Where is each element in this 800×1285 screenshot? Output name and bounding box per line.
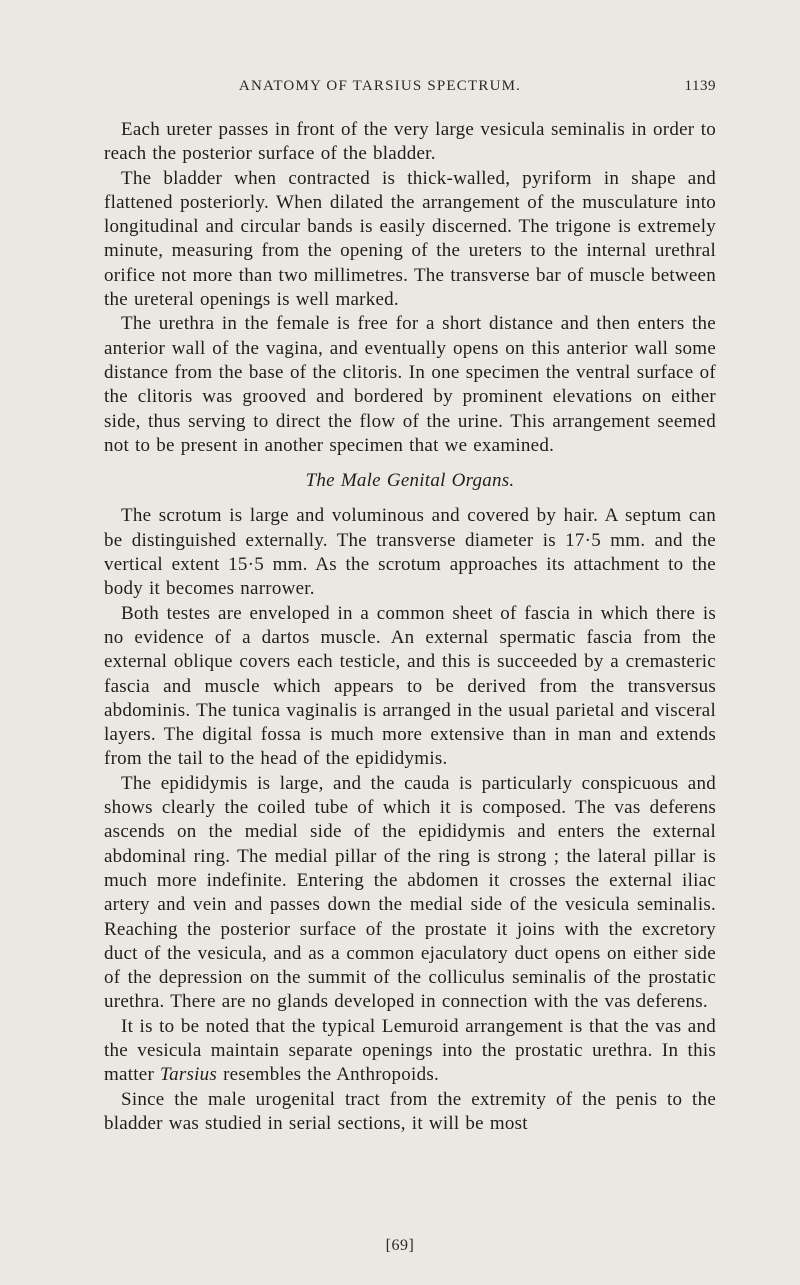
page-number: 1139 <box>684 78 716 94</box>
paragraph: The scrotum is large and voluminous and covered by hair. A septum can be distinguished externally. The transverse diameter is 17·5 mm. and the vertical extent 15·5 mm. As the scrotum approaches its attachment to the body it becomes narrower. <box>104 505 716 600</box>
paragraph: The urethra in the female is free for a short distance and then enters the anterior wall of the vagina, and eventually opens on this anterior wall some distance from the base of the clitoris. In one specimen the ventral surface of the clitoris was grooved and bordered by prominent elevations on either side, thus serving to direct the flow of the urine. This arrangement seemed not to be present in another specimen that we examined. <box>104 313 716 456</box>
running-head <box>104 78 716 100</box>
page-body <box>104 118 716 1136</box>
paragraph: It is to be noted that the typical Lemuroid arrangement is that the vas and the vesicula maintain separate openings into the prostatic urethra. In this matter Tarsius resembles the Anthropoids. <box>104 1015 716 1086</box>
paragraph: Each ureter passes in front of the very large vesicula seminalis in order to reach the posterior surface of the bladder. <box>104 119 716 165</box>
paragraph: Since the male urogenital tract from the extremity of the penis to the bladder was studied in serial sections, it will be most <box>104 1088 716 1134</box>
paragraph: The epididymis is large, and the cauda is particularly conspicuous and shows clearly the coiled tube of which it is composed. The vas deferens ascends on the medial side of the epididymis and enters the external abdominal ring. The medial pillar of the ring is strong ; the lateral pillar is much more indefinite. Entering the abdomen it crosses the external iliac artery and vein and passes down the medial side of the vesicula seminalis. Reaching the posterior surface of the prostate it joins with the excretory duct of the vesicula, and as a common ejaculatory duct opens on either side of the depression on the summit of the colliculus seminalis of the prostatic urethra. There are no glands developed in connection with the vas deferens. <box>104 772 716 1013</box>
signature-mark: [69] <box>385 1237 415 1254</box>
paragraph: The bladder when contracted is thick-walled, pyriform in shape and flattened posteriorly. When dilated the arrangement of the musculature into longitudinal and circular bands is easily discerned. The trigone is extremely minute, measuring from the opening of the ureters to the internal urethral orifice not more than two millimetres. The transverse bar of muscle between the ureteral openings is well marked. <box>104 167 716 311</box>
running-title: ANATOMY OF TARSIUS SPECTRUM. <box>238 78 522 94</box>
section-heading: The Male Genital Organs. <box>305 470 515 492</box>
paragraph: Both testes are enveloped in a common sheet of fascia in which there is no evidence of a dartos muscle. An external spermatic fascia from the external oblique covers each testicle, and this is succeeded by a cremasteric fascia and muscle which appears to be derived from the transversus abdominis. The tunica vaginalis is arranged in the usual parietal and visceral layers. The digital fossa is much more extensive than in man and extends from the tail to the head of the epididymis. <box>104 602 716 770</box>
text-block <box>104 78 716 1136</box>
